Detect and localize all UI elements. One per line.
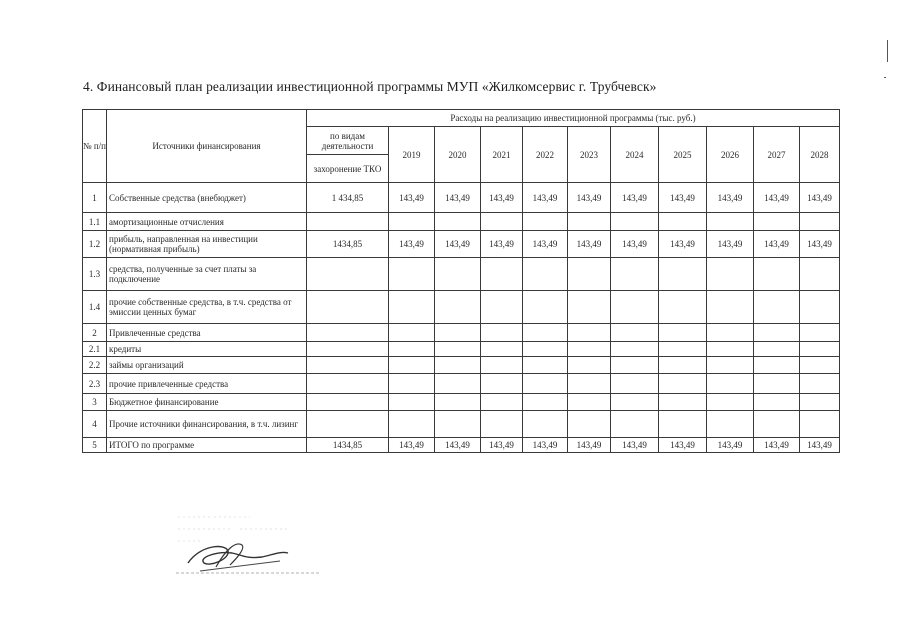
row-year-value [435,374,481,394]
header-year: 2021 [481,127,523,183]
row-total-value [307,213,389,231]
row-year-value [523,394,568,411]
row-year-value [754,357,800,374]
row-year-value: 143,49 [611,438,659,453]
row-year-value: 143,49 [659,183,707,213]
row-year-value: 143,49 [611,231,659,258]
row-year-value [707,394,754,411]
row-year-value [800,342,840,357]
row-year-value: 143,49 [481,438,523,453]
row-year-value [611,213,659,231]
row-year-value: 143,49 [481,231,523,258]
row-year-value [568,394,611,411]
row-number: 5 [83,438,107,453]
row-source-label: прочие привлеченные средства [107,374,307,394]
row-year-value: 143,49 [568,231,611,258]
row-year-value [659,342,707,357]
row-source-label: Привлеченные средства [107,324,307,342]
table-row [83,324,840,342]
row-source-label: кредиты [107,342,307,357]
header-source: Источники финансирования [107,110,307,183]
row-year-value [389,291,435,324]
header-year: 2023 [568,127,611,183]
row-total-value [307,394,389,411]
page-title: 4. Финансовый план реализации инвестиционной программы МУП «Жилкомсервис г. Трубчевск» [83,79,657,94]
row-year-value: 143,49 [707,231,754,258]
row-year-value [800,374,840,394]
row-year-value: 143,49 [800,438,840,453]
row-year-value [481,258,523,291]
row-year-value [754,394,800,411]
row-year-value [481,324,523,342]
row-number: 2.3 [83,374,107,394]
row-source-label: Собственные средства (внебюджет) [107,183,307,213]
row-year-value [800,324,840,342]
row-total-value [307,411,389,438]
row-source-label: амортизационные отчисления [107,213,307,231]
row-year-value [568,213,611,231]
row-number: 2 [83,324,107,342]
row-year-value [707,213,754,231]
table-row [83,213,840,231]
row-number: 1.1 [83,213,107,231]
row-year-value [435,411,481,438]
row-source-label: Прочие источники финансирования, в т.ч. лизинг [107,411,307,438]
row-year-value [707,258,754,291]
row-year-value [568,342,611,357]
row-source-label: прочие собственные средства, в т.ч. средства от эмиссии ценных бумаг [107,291,307,324]
row-year-value [754,213,800,231]
row-year-value: 143,49 [389,231,435,258]
table-row [83,183,840,213]
row-year-value: 143,49 [568,183,611,213]
row-number: 2.1 [83,342,107,357]
row-total-value [307,258,389,291]
row-year-value [754,411,800,438]
row-year-value [754,374,800,394]
row-year-value: 143,49 [800,183,840,213]
table-row [83,411,840,438]
row-year-value [611,324,659,342]
row-year-value [523,213,568,231]
row-number: 1.4 [83,291,107,324]
row-year-value [659,213,707,231]
row-year-value: 143,49 [659,438,707,453]
scan-mark-top [887,40,888,62]
row-year-value [435,258,481,291]
header-activity-sub: захоронение ТКО [307,155,389,183]
signature [170,505,330,585]
row-total-value [307,357,389,374]
row-year-value: 143,49 [659,231,707,258]
row-year-value [611,374,659,394]
header-year: 2019 [389,127,435,183]
row-number: 4 [83,411,107,438]
row-source-label: Бюджетное финансирование [107,394,307,411]
row-year-value [568,374,611,394]
row-year-value [568,357,611,374]
row-year-value: 143,49 [611,183,659,213]
table-row [83,291,840,324]
row-year-value [523,374,568,394]
row-year-value [659,324,707,342]
header-year: 2027 [754,127,800,183]
header-num: № п/п [83,110,107,183]
row-year-value [481,357,523,374]
row-year-value: 143,49 [754,438,800,453]
row-year-value [707,357,754,374]
row-number: 1.3 [83,258,107,291]
row-year-value [568,324,611,342]
row-year-value [707,342,754,357]
financial-plan-table [82,109,840,453]
row-year-value [435,291,481,324]
row-year-value [389,324,435,342]
row-year-value: 143,49 [523,183,568,213]
row-total-value [307,324,389,342]
row-number: 1.2 [83,231,107,258]
table-row [83,357,840,374]
row-year-value [481,342,523,357]
row-year-value [389,213,435,231]
row-year-value: 143,49 [523,231,568,258]
row-year-value [389,374,435,394]
row-year-value: 143,49 [523,438,568,453]
row-number: 1 [83,183,107,213]
row-year-value [659,291,707,324]
row-year-value [481,411,523,438]
row-year-value [707,324,754,342]
row-year-value [523,291,568,324]
row-year-value [568,291,611,324]
row-source-label: ИТОГО по программе [107,438,307,453]
scan-mark-bottom [884,77,886,78]
row-year-value: 143,49 [435,438,481,453]
header-year: 2022 [523,127,568,183]
header-activity: по видам деятельности [307,127,389,155]
row-year-value: 143,49 [435,183,481,213]
row-source-label: займы организаций [107,357,307,374]
row-year-value [754,324,800,342]
row-year-value [800,394,840,411]
row-year-value [481,213,523,231]
row-year-value [435,394,481,411]
table-row [83,231,840,258]
row-year-value [435,324,481,342]
row-year-value: 143,49 [389,438,435,453]
row-year-value [389,411,435,438]
row-year-value [800,213,840,231]
row-number: 3 [83,394,107,411]
row-year-value [800,291,840,324]
header-year: 2024 [611,127,659,183]
row-year-value [481,291,523,324]
row-year-value [611,394,659,411]
row-year-value: 143,49 [707,183,754,213]
row-year-value [659,394,707,411]
row-year-value [707,291,754,324]
row-year-value [611,291,659,324]
row-year-value [435,213,481,231]
row-year-value [568,411,611,438]
table-row [83,394,840,411]
row-year-value: 143,49 [754,183,800,213]
header-year: 2020 [435,127,481,183]
row-total-value: 1434,85 [307,438,389,453]
row-year-value [523,357,568,374]
row-number: 2.2 [83,357,107,374]
row-total-value [307,291,389,324]
row-year-value [389,357,435,374]
row-source-label: прибыль, направленная на инвестиции (нормативная прибыль) [107,231,307,258]
row-year-value [659,374,707,394]
row-year-value: 143,49 [435,231,481,258]
table-row [83,374,840,394]
row-year-value [481,374,523,394]
row-year-value: 143,49 [389,183,435,213]
row-year-value [659,411,707,438]
row-year-value [389,394,435,411]
header-year: 2025 [659,127,707,183]
row-year-value [568,258,611,291]
row-source-label: средства, полученные за счет платы за подключение [107,258,307,291]
row-year-value [659,357,707,374]
header-group: Расходы на реализацию инвестиционной программы (тыс. руб.) [307,110,840,127]
row-year-value [707,411,754,438]
row-total-value [307,342,389,357]
row-year-value [611,411,659,438]
row-year-value [523,324,568,342]
header-year: 2026 [707,127,754,183]
row-year-value [754,342,800,357]
row-year-value [800,411,840,438]
row-year-value [800,258,840,291]
row-year-value [659,258,707,291]
row-year-value [754,291,800,324]
row-year-value [800,357,840,374]
row-year-value [523,411,568,438]
row-total-value: 1 434,85 [307,183,389,213]
header-year: 2028 [800,127,840,183]
row-year-value: 143,49 [481,183,523,213]
row-year-value: 143,49 [568,438,611,453]
row-year-value [389,258,435,291]
row-year-value: 143,49 [707,438,754,453]
row-year-value [611,357,659,374]
table-row [83,342,840,357]
row-year-value [707,374,754,394]
row-year-value [523,342,568,357]
row-year-value [435,357,481,374]
row-year-value [523,258,568,291]
row-year-value [435,342,481,357]
row-year-value [754,258,800,291]
row-year-value: 143,49 [800,231,840,258]
row-year-value [481,394,523,411]
table-row [83,438,840,453]
row-year-value [611,342,659,357]
row-total-value: 1434,85 [307,231,389,258]
row-total-value [307,374,389,394]
row-year-value [611,258,659,291]
table-row [83,258,840,291]
row-year-value: 143,49 [754,231,800,258]
row-year-value [389,342,435,357]
